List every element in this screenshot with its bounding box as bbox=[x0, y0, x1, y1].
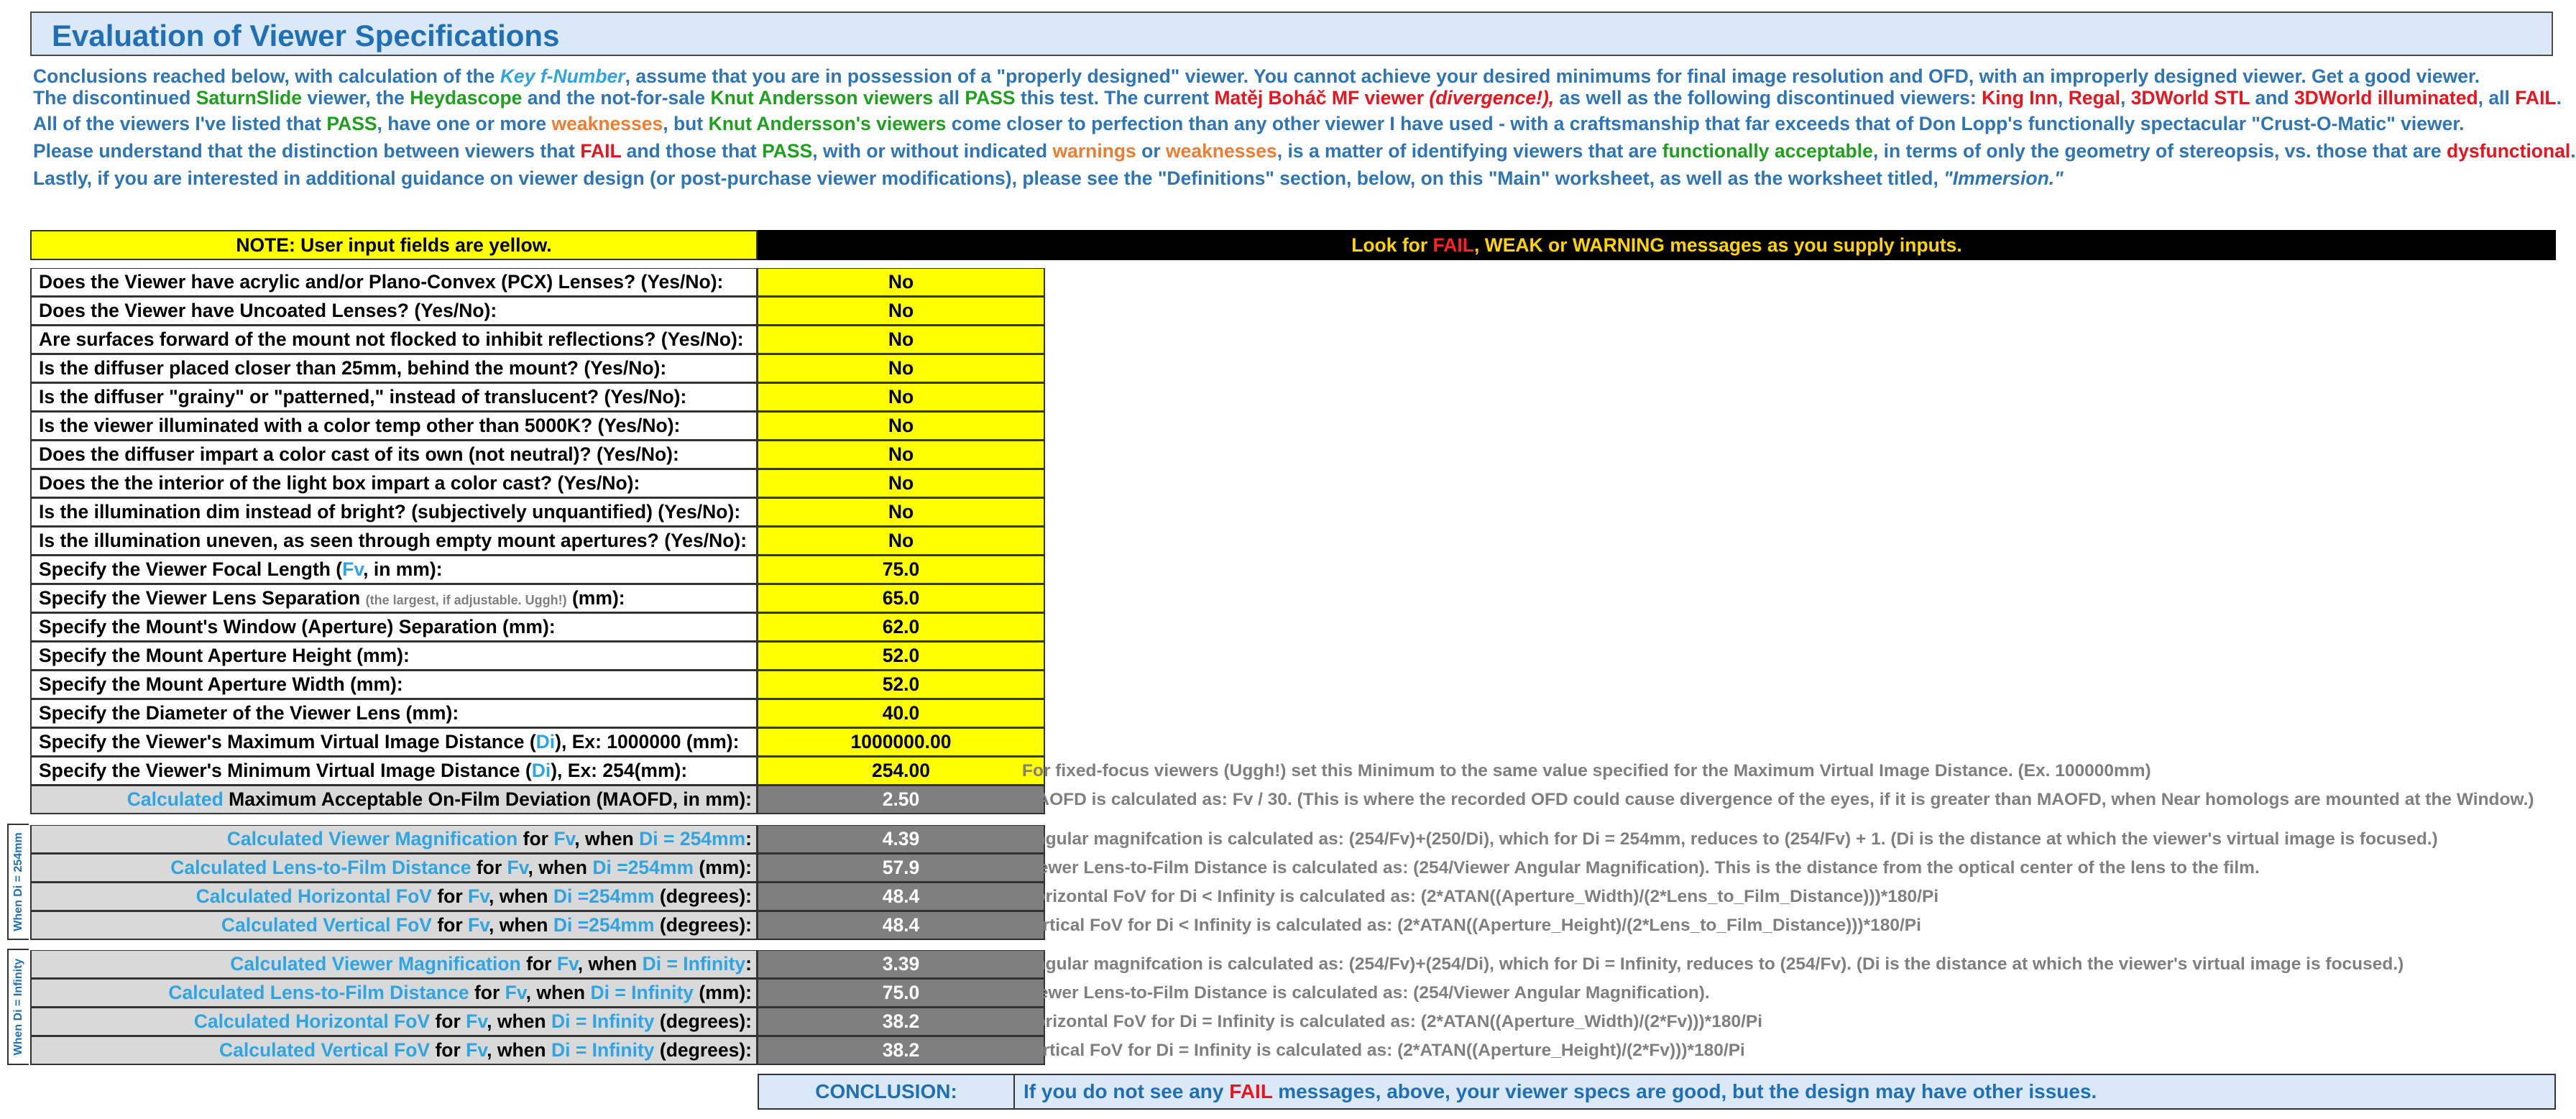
question-label: Does the the interior of the light box impart a color cast? (Yes/No): bbox=[30, 469, 758, 498]
maofd-value: 2.50 bbox=[758, 786, 1045, 814]
question-input[interactable]: No bbox=[758, 297, 1045, 326]
pass-word: PASS bbox=[326, 113, 377, 134]
intro-text: , is a matter of identifying viewers that are bbox=[1276, 140, 1662, 162]
question-label: Is the viewer illuminated with a color temp other than 5000K? (Yes/No): bbox=[30, 412, 758, 441]
label-text: for bbox=[430, 1010, 466, 1032]
question-row bbox=[30, 297, 1015, 326]
intro-line-3 bbox=[33, 111, 2556, 137]
fv-symbol: Fv bbox=[507, 857, 528, 878]
di-symbol: Di bbox=[531, 760, 551, 781]
intro-text: , all bbox=[2478, 87, 2516, 109]
viewer-note-fail: (divergence!), bbox=[1424, 87, 1555, 109]
sheet-title: Evaluation of Viewer Specifications bbox=[52, 19, 560, 52]
weakness-word: weaknesses bbox=[551, 113, 663, 134]
intro-text: Please understand that the distinction between viewers that bbox=[33, 140, 581, 162]
intro-text: . bbox=[2570, 140, 2576, 162]
immersion-ref: "Immersion." bbox=[1944, 167, 2064, 189]
aperture-width-input[interactable]: 52.0 bbox=[758, 671, 1045, 699]
question-row bbox=[30, 469, 1015, 498]
intro-text: , bbox=[2058, 87, 2069, 109]
calc-description: Angular magnifcation is calculated as: (254/Fv)+(254/Di), which for Di = Infinity, reduces to (254/Fv). (Di is the distance at which the viewer's virtual image is focused.) bbox=[1022, 954, 2404, 974]
side-label-text: When Di = Infinity bbox=[12, 958, 24, 1056]
calc-value: 48.4 bbox=[758, 911, 1045, 940]
conclusion-label: CONCLUSION: bbox=[758, 1074, 1015, 1110]
fv-symbol: Fv bbox=[468, 914, 489, 936]
intro-text: come closer to perfection than any other viewer I have used - with a craftsmanship that far exceeds that of Don Lopp's functionally spectacular "Crust-O-Matic" viewer. bbox=[946, 113, 2465, 134]
label-text: (degrees): bbox=[654, 1039, 752, 1061]
label-text: , when bbox=[577, 953, 643, 975]
di-condition: Di =254mm bbox=[553, 885, 655, 907]
calc-label bbox=[30, 883, 758, 911]
lens-diameter-input[interactable]: 40.0 bbox=[758, 699, 1045, 728]
max-vid-input[interactable]: 1000000.00 bbox=[758, 728, 1045, 757]
fv-symbol: Fv bbox=[466, 1010, 487, 1032]
label-text: , in mm): bbox=[363, 558, 443, 580]
viewer-name-pass: Heydascope bbox=[410, 87, 523, 109]
max-vid-row bbox=[30, 728, 1015, 757]
acceptable-word: functionally acceptable bbox=[1662, 140, 1873, 162]
label-text: , when bbox=[489, 914, 553, 936]
label-text: ), Ex: 1000000 (mm): bbox=[555, 731, 740, 752]
intro-text: , have one or more bbox=[377, 113, 552, 134]
viewer-name-pass: Knut Andersson's viewers bbox=[708, 113, 947, 134]
question-input[interactable]: No bbox=[758, 498, 1045, 527]
calc-value: 4.39 bbox=[758, 825, 1045, 854]
question-input[interactable]: No bbox=[758, 354, 1045, 383]
intro-text: , but bbox=[663, 113, 709, 134]
intro-line-5 bbox=[33, 165, 2556, 191]
calc-row bbox=[30, 950, 1015, 979]
question-row bbox=[30, 354, 1015, 383]
label-text: ), Ex: 254(mm): bbox=[551, 760, 688, 781]
di-condition: Di =254mm bbox=[553, 914, 655, 936]
dysfunctional-word: dysfunctional bbox=[2447, 140, 2571, 162]
intro-text: and bbox=[2250, 87, 2294, 109]
focal-length-row bbox=[30, 556, 1015, 584]
intro-text: all bbox=[933, 87, 965, 109]
calc-row bbox=[30, 883, 1015, 911]
intro-text: , with or without indicated bbox=[812, 140, 1053, 162]
label-text: , when bbox=[528, 857, 593, 878]
window-separation-input[interactable]: 62.0 bbox=[758, 613, 1045, 642]
calc-description: Viewer Lens-to-Film Distance is calculated as: (254/Viewer Angular Magnification). This is the distance from the optical center of the lens to the film. bbox=[1022, 858, 2260, 878]
question-input[interactable]: No bbox=[758, 268, 1045, 297]
fail-word: FAIL bbox=[2515, 87, 2557, 109]
fv-symbol: Fv bbox=[468, 885, 489, 907]
calc-label bbox=[30, 950, 758, 979]
aperture-height-input[interactable]: 52.0 bbox=[758, 642, 1045, 671]
question-label: Does the Viewer have Uncoated Lenses? (Yes/No): bbox=[30, 297, 758, 326]
question-input[interactable]: No bbox=[758, 383, 1045, 412]
intro-line-2 bbox=[33, 85, 2562, 111]
question-row bbox=[30, 326, 1015, 354]
fv-symbol: Fv bbox=[505, 982, 526, 1003]
note-messages bbox=[758, 230, 2556, 260]
calc-value: 38.2 bbox=[758, 1008, 1045, 1036]
conclusion-segment: If you do not see any bbox=[1024, 1080, 1230, 1102]
fv-symbol: Fv bbox=[556, 953, 578, 975]
di-condition: Di =254mm bbox=[592, 857, 694, 878]
label-text: (mm): bbox=[566, 587, 625, 609]
label-text: : bbox=[745, 828, 752, 849]
window-separation-label: Specify the Mount's Window (Aperture) Separation (mm): bbox=[30, 613, 758, 642]
maofd-row bbox=[30, 786, 1015, 814]
intro-text: viewer, the bbox=[302, 87, 410, 109]
calc-description: Vertical FoV for Di < Infinity is calculated as: (2*ATAN((Aperture_Height)/(2*Lens_to_Film_Distance)))*180/Pi bbox=[1022, 916, 1921, 935]
label-text: for bbox=[431, 914, 469, 936]
viewer-name-fail: Matěj Boháč MF viewer bbox=[1214, 87, 1425, 109]
question-label: Is the diffuser placed closer than 25mm, behind the mount? (Yes/No): bbox=[30, 354, 758, 383]
side-label-text: When Di = 254mm bbox=[12, 832, 24, 931]
viewer-name-fail: Regal bbox=[2068, 87, 2120, 109]
di-condition: Di = Infinity bbox=[551, 1010, 655, 1032]
viewer-name-pass: Knut Andersson viewers bbox=[710, 87, 934, 109]
question-row bbox=[30, 383, 1015, 412]
focal-length-input[interactable]: 75.0 bbox=[758, 556, 1045, 584]
min-vid-row bbox=[30, 757, 1015, 786]
calc-title: Calculated Lens-to-Film Distance bbox=[168, 982, 469, 1003]
calc-label bbox=[30, 979, 758, 1008]
label-text: (degrees): bbox=[654, 914, 752, 936]
min-vid-label bbox=[30, 757, 758, 786]
question-label: Does the Viewer have acrylic and/or Plano-Convex (PCX) Lenses? (Yes/No): bbox=[30, 268, 758, 297]
label-text: for bbox=[469, 982, 505, 1003]
label-text: for bbox=[471, 857, 507, 878]
question-label: Does the diffuser impart a color cast of its own (not neutral)? (Yes/No): bbox=[30, 441, 758, 469]
note-text: , WEAK or WARNING messages as you supply inputs. bbox=[1473, 234, 1962, 256]
maofd-label bbox=[30, 786, 758, 814]
label-text: for bbox=[520, 953, 557, 975]
label-text: (degrees): bbox=[654, 885, 752, 907]
window-separation-row bbox=[30, 613, 1015, 642]
calc-description: Horizontal FoV for Di < Infinity is calculated as: (2*ATAN((Aperture_Width)/(2*Lens_to_Film_Distance)))*180/Pi bbox=[1022, 887, 1939, 906]
calc-label bbox=[30, 1008, 758, 1036]
lens-separation-label bbox=[30, 584, 758, 613]
viewer-name-fail: 3DWorld STL bbox=[2130, 87, 2250, 109]
calc-row bbox=[30, 825, 1015, 854]
question-label: Is the diffuser "grainy" or "patterned," instead of translucent? (Yes/No): bbox=[30, 383, 758, 412]
question-row bbox=[30, 527, 1015, 556]
intro-text: as well as the following discontinued viewers: bbox=[1554, 87, 1982, 109]
intro-key-fnumber: Key f-Number bbox=[500, 65, 625, 87]
viewer-name-fail: 3DWorld illuminated bbox=[2294, 87, 2478, 109]
question-row bbox=[30, 268, 1015, 297]
calc-description: Viewer Lens-to-Film Distance is calculated as: (254/Viewer Angular Magnification). bbox=[1022, 983, 1710, 1003]
calc-description: Angular magnifcation is calculated as: (254/Fv)+(250/Di), which for Di = 254mm, reduces to (254/Fv) + 1. (Di is the distance at which the viewer's virtual image is focused.) bbox=[1022, 829, 2438, 849]
note-text: Look for bbox=[1351, 234, 1433, 256]
min-vid-description: For fixed-focus viewers (Uggh!) set this Minimum to the same value specified for the Maximum Virtual Image Distance. (Ex. 100000mm) bbox=[1022, 761, 2151, 780]
di-condition: Di = Infinity bbox=[551, 1039, 655, 1061]
fail-word: FAIL bbox=[1432, 234, 1474, 256]
calc-row bbox=[30, 1036, 1015, 1065]
intro-text: Lastly, if you are interested in additional guidance on viewer design (or post-purchase viewer modifications), please see the "Definitions" section, below, on this "Main" worksheet, as well as the worksheet titled, bbox=[33, 167, 1944, 189]
label-text: , when bbox=[574, 828, 640, 849]
lens-separation-row bbox=[30, 584, 1015, 613]
label-text: , when bbox=[489, 885, 553, 907]
label-text: (mm): bbox=[694, 982, 752, 1003]
intro-text: The discontinued bbox=[33, 87, 196, 109]
label-text: (mm): bbox=[694, 857, 752, 878]
calc-title: Calculated Horizontal FoV bbox=[193, 1010, 431, 1032]
label-text: , when bbox=[525, 982, 591, 1003]
calc-title: Calculated Lens-to-Film Distance bbox=[170, 857, 472, 878]
calc-value: 38.2 bbox=[758, 1036, 1045, 1065]
calculated-word: Calculated bbox=[126, 788, 224, 810]
label-text: : bbox=[745, 953, 752, 975]
viewer-name-fail: King Inn bbox=[1982, 87, 2058, 109]
label-text: (degrees): bbox=[654, 1010, 752, 1032]
calc-row bbox=[30, 1008, 1015, 1036]
question-row bbox=[30, 498, 1015, 527]
aperture-width-row bbox=[30, 671, 1015, 699]
calc-value: 48.4 bbox=[758, 883, 1045, 911]
intro-text: and the not-for-sale bbox=[522, 87, 711, 109]
group-infinity-side-label bbox=[7, 949, 29, 1065]
lens-separation-input[interactable]: 65.0 bbox=[758, 584, 1045, 613]
question-row bbox=[30, 412, 1015, 441]
intro-text: , assume that you are in possession of a "properly designed" viewer. You cannot achieve your desired minimums for final image resolution and OFD, with an improperly designed viewer. Get a good viewer. bbox=[625, 65, 2480, 87]
intro-text: this test. The current bbox=[1015, 87, 1215, 109]
di-symbol: Di bbox=[535, 731, 556, 752]
intro-text: Conclusions reached below, with calculation of the bbox=[33, 65, 500, 87]
intro-text: , in terms of only the geometry of stereopsis, vs. those that are bbox=[1872, 140, 2447, 162]
calc-row bbox=[30, 854, 1015, 883]
label-note: (the largest, if adjustable. Uggh!) bbox=[365, 593, 567, 607]
label-text: for bbox=[430, 1039, 466, 1061]
calc-description: Horizontal FoV for Di = Infinity is calculated as: (2*ATAN((Aperture_Width)/(2*Fv)))*180/Pi bbox=[1022, 1012, 1763, 1031]
fv-symbol: Fv bbox=[342, 558, 364, 580]
intro-text: , bbox=[2120, 87, 2131, 109]
weakness-word: weaknesses bbox=[1166, 140, 1277, 162]
question-label: Is the illumination uneven, as seen through empty mount apertures? (Yes/No): bbox=[30, 527, 758, 556]
label-text: Maximum Acceptable On-Film Deviation (MAOFD, in mm): bbox=[223, 788, 752, 810]
aperture-height-label: Specify the Mount Aperture Height (mm): bbox=[30, 642, 758, 671]
pass-word: PASS bbox=[965, 87, 1016, 109]
group-254-side-label bbox=[7, 824, 29, 940]
calc-row bbox=[30, 911, 1015, 940]
calc-value: 3.39 bbox=[758, 950, 1045, 979]
aperture-height-row bbox=[30, 642, 1015, 671]
question-input[interactable]: No bbox=[758, 412, 1045, 441]
question-input[interactable]: No bbox=[758, 441, 1045, 469]
fv-symbol: Fv bbox=[553, 828, 575, 849]
label-text: , when bbox=[487, 1039, 551, 1061]
label-text: Specify the Viewer's Minimum Virtual Image Distance ( bbox=[39, 760, 532, 781]
question-label: Are surfaces forward of the mount not flocked to inhibit reflections? (Yes/No): bbox=[30, 326, 758, 354]
max-vid-label bbox=[30, 728, 758, 757]
conclusion-text bbox=[1015, 1074, 2556, 1110]
question-input[interactable]: No bbox=[758, 527, 1045, 556]
calc-value: 57.9 bbox=[758, 854, 1045, 883]
question-label: Is the illumination dim instead of bright? (subjectively unquantified) (Yes/No): bbox=[30, 498, 758, 527]
maofd-description: MAOFD is calculated as: Fv / 30. (This is where the recorded OFD could cause divergence of the eyes, if it is greater than MAOFD, when Near homologs are mounted at the Window.) bbox=[1022, 790, 2534, 809]
fail-word: FAIL bbox=[580, 140, 622, 162]
calc-title: Calculated Vertical FoV bbox=[221, 914, 432, 936]
aperture-width-label: Specify the Mount Aperture Width (mm): bbox=[30, 671, 758, 699]
pass-word: PASS bbox=[762, 140, 813, 162]
calc-title: Calculated Vertical FoV bbox=[219, 1039, 431, 1061]
calc-row bbox=[30, 979, 1015, 1008]
question-input[interactable]: No bbox=[758, 469, 1045, 498]
sheet-title-bar bbox=[30, 11, 2553, 56]
intro-text: or bbox=[1136, 140, 1167, 162]
intro-line-4 bbox=[33, 138, 2576, 164]
label-text: for bbox=[431, 885, 469, 907]
intro-text: All of the viewers I've listed that bbox=[33, 113, 327, 134]
question-input[interactable]: No bbox=[758, 326, 1045, 354]
lens-diameter-row bbox=[30, 699, 1015, 728]
label-text: Specify the Viewer's Maximum Virtual Image Distance ( bbox=[39, 731, 536, 752]
calc-title: Calculated Viewer Magnification bbox=[226, 828, 518, 849]
question-row bbox=[30, 441, 1015, 469]
fail-word: FAIL bbox=[1229, 1080, 1273, 1102]
calc-description: Vertical FoV for Di = Infinity is calculated as: (2*ATAN((Aperture_Height)/(2*Fv)))*180/Pi bbox=[1022, 1041, 1745, 1060]
calc-title: Calculated Viewer Magnification bbox=[230, 953, 521, 975]
fv-symbol: Fv bbox=[466, 1039, 487, 1061]
intro-text: and those that bbox=[621, 140, 763, 162]
focal-length-label bbox=[30, 556, 758, 584]
intro-text: . bbox=[2556, 87, 2562, 109]
label-text: for bbox=[518, 828, 554, 849]
min-vid-input[interactable]: 254.00 bbox=[758, 757, 1045, 786]
label-text: Specify the Viewer Lens Separation bbox=[39, 587, 366, 609]
calc-title: Calculated Horizontal FoV bbox=[196, 885, 432, 907]
note-input-fields: NOTE: User input fields are yellow. bbox=[30, 230, 758, 260]
di-condition: Di = 254mm bbox=[639, 828, 746, 849]
label-text: Specify the Viewer Focal Length ( bbox=[39, 558, 343, 580]
calc-label bbox=[30, 854, 758, 883]
viewer-name-pass: SaturnSlide bbox=[196, 87, 302, 109]
warning-word: warnings bbox=[1052, 140, 1136, 162]
calc-label bbox=[30, 1036, 758, 1065]
calc-label bbox=[30, 911, 758, 940]
di-condition: Di = Infinity bbox=[590, 982, 694, 1003]
calc-value: 75.0 bbox=[758, 979, 1045, 1008]
conclusion-segment: messages, above, your viewer specs are good, but the design may have other issues. bbox=[1272, 1080, 2097, 1102]
label-text: , when bbox=[487, 1010, 551, 1032]
lens-diameter-label: Specify the Diameter of the Viewer Lens (mm): bbox=[30, 699, 758, 728]
di-condition: Di = Infinity bbox=[642, 953, 746, 975]
calc-label bbox=[30, 825, 758, 854]
